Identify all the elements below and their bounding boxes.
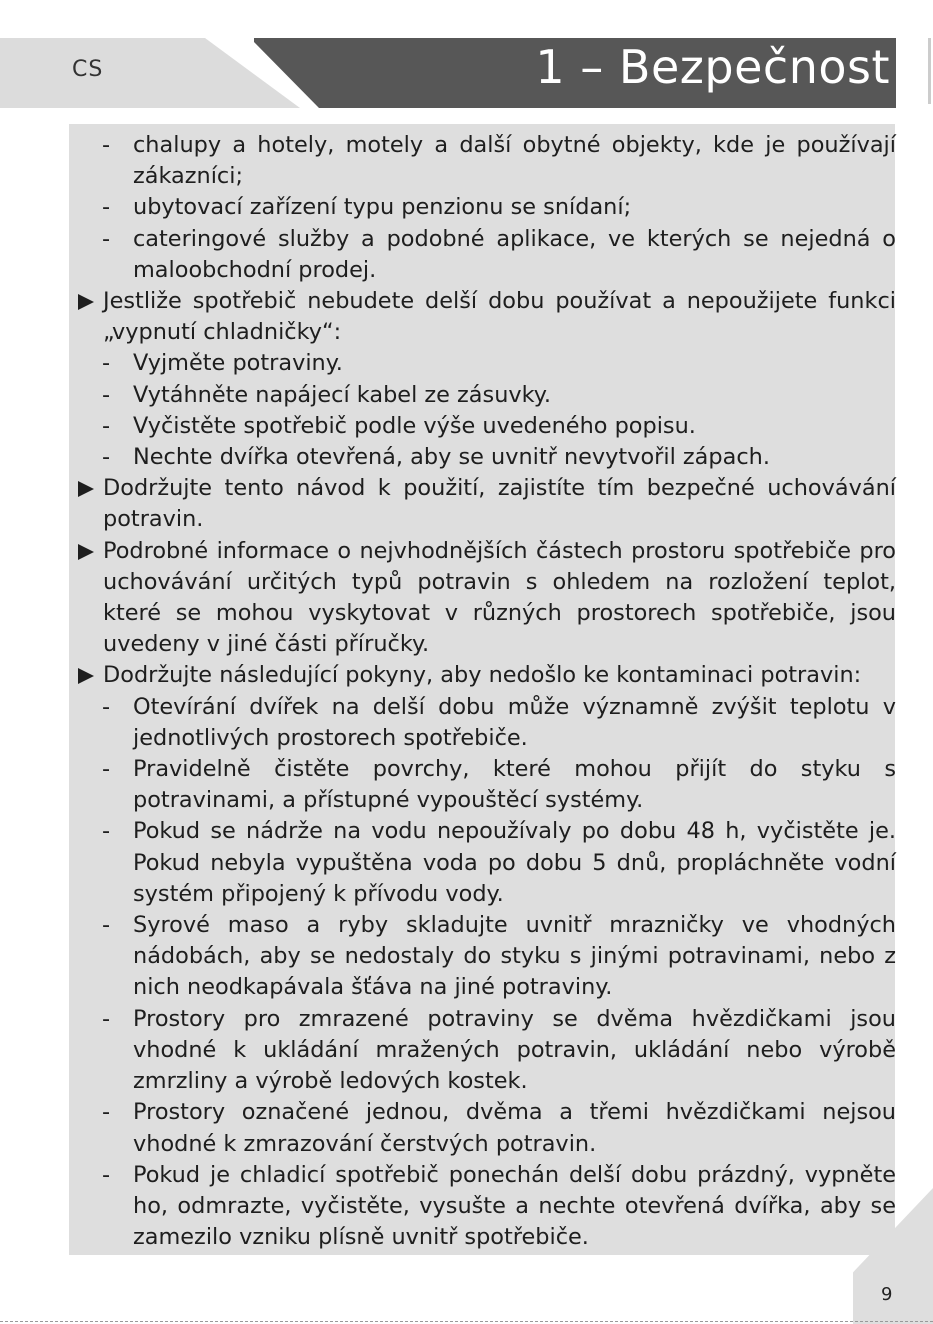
dash-marker: -	[102, 132, 111, 158]
item-text: Vyjměte potraviny.	[133, 350, 343, 377]
item-text: Pravidelně čistěte povrchy, které mohou přijít do styku s potravinami, a přístupné vypouštěcí systémy.	[133, 756, 896, 814]
item-text: Vytáhněte napájecí kabel ze zásuvky.	[133, 381, 551, 408]
dash-item	[78, 192, 896, 223]
item-text: ubytovací zařízení typu penzionu se snídaní;	[133, 194, 632, 221]
item-text: Prostory pro zmrazené potraviny se dvěma hvězdičkami jsou vhodné k ukládání mražených potravin, ukládání nebo výrobě zmrzliny a výrobě ledových kostek.	[133, 1005, 896, 1095]
dash-marker: -	[102, 350, 111, 377]
item-text: Jestliže spotřebič nebudete delší dobu používat a nepoužijete funkci „vypnutí chladničky“:	[103, 288, 896, 346]
dash-marker: -	[102, 912, 111, 939]
page-number: 9	[881, 1284, 893, 1305]
cut-line	[0, 1321, 933, 1322]
dash-item	[78, 1097, 896, 1159]
item-text: Pokud je chladicí spotřebič ponechán delší dobu prázdný, vypněte ho, odmrazte, vyčistěte, vysušte a nechte otevřená dvířka, aby se zamezilo vzniku plísně uvnitř spotřebiče.	[133, 1161, 896, 1251]
dash-item	[78, 130, 896, 192]
item-text: Vyčistěte spotřebič podle výše uvedeného popisu.	[133, 412, 696, 439]
item-text: Dodržujte následující pokyny, aby nedošlo ke kontaminaci potravin:	[103, 662, 862, 689]
item-text: Otevírání dvířek na delší dobu může významně zvýšit teplotu v jednotlivých prostorech spotřebiče.	[133, 693, 896, 751]
item-text: Syrové maso a ryby skladujte uvnitř mrazničky ve vhodných nádobách, aby se nedostaly do styku s jinými potravinami, nebo z nich neodkapávala šťáva na jiné potraviny.	[133, 912, 896, 1001]
item-text: chalupy a hotely, motely a další obytné objekty, kde je používají zákazníci;	[133, 132, 896, 190]
dash-marker: -	[102, 444, 111, 471]
dash-marker: -	[102, 381, 111, 408]
bullet-item	[78, 660, 896, 691]
dash-marker: -	[102, 818, 111, 845]
dash-marker: -	[102, 1161, 111, 1188]
bullet-item	[78, 473, 896, 535]
dash-item	[78, 816, 896, 910]
dash-marker: -	[102, 225, 111, 252]
item-text: Pokud se nádrže na vodu nepoužívaly po dobu 48 h, vyčistěte je. Pokud nebyla vypuštěna voda po dobu 5 dnů, propláchněte vodní systém připojený k přívodu vody.	[133, 818, 896, 907]
dash-item	[78, 692, 896, 754]
item-text: cateringové služby a podobné aplikace, ve kterých se nejedná o maloobchodní prodej.	[133, 225, 896, 283]
page-edge-mark	[928, 38, 931, 104]
dash-item	[78, 754, 896, 816]
dash-item	[78, 348, 896, 379]
dash-item	[78, 910, 896, 1004]
dash-marker: -	[102, 194, 111, 221]
dash-item	[78, 442, 896, 473]
triangle-bullet-icon	[78, 668, 94, 684]
item-text: Prostory označené jednou, dvěma a třemi hvězdičkami nejsou vhodné k zmrazování čerstvých potravin.	[133, 1099, 896, 1157]
dash-item	[78, 411, 896, 442]
dash-item	[78, 1004, 896, 1098]
triangle-bullet-icon	[78, 481, 94, 497]
dash-marker: -	[102, 412, 111, 439]
triangle-bullet-icon	[78, 294, 94, 310]
dash-marker: -	[102, 693, 111, 720]
bullet-item	[78, 536, 896, 661]
dash-marker: -	[102, 756, 111, 783]
dash-marker: -	[102, 1099, 111, 1126]
dash-item	[78, 224, 896, 286]
language-tab	[0, 38, 300, 108]
language-code: CS	[72, 57, 104, 82]
triangle-bullet-icon	[78, 544, 94, 560]
item-text: Dodržujte tento návod k použití, zajistíte tím bezpečné uchovávání potravin.	[103, 475, 896, 533]
safety-instructions-list	[78, 130, 896, 1253]
dash-marker: -	[102, 1005, 111, 1032]
dash-item	[78, 1160, 896, 1254]
dash-item	[78, 380, 896, 411]
item-text: Podrobné informace o nejvhodnějších částech prostoru spotřebiče pro uchovávání určitých typů potravin s ohledem na rozložení teplot, které se mohou vyskytovat v různých prostorech spotřebiče, jsou uvedeny v jiné části příručky.	[103, 537, 896, 658]
bullet-item	[78, 286, 896, 348]
item-text: Nechte dvířka otevřená, aby se uvnitř nevytvořil zápach.	[133, 444, 770, 471]
section-title: 1 – Bezpečnost	[535, 40, 890, 94]
